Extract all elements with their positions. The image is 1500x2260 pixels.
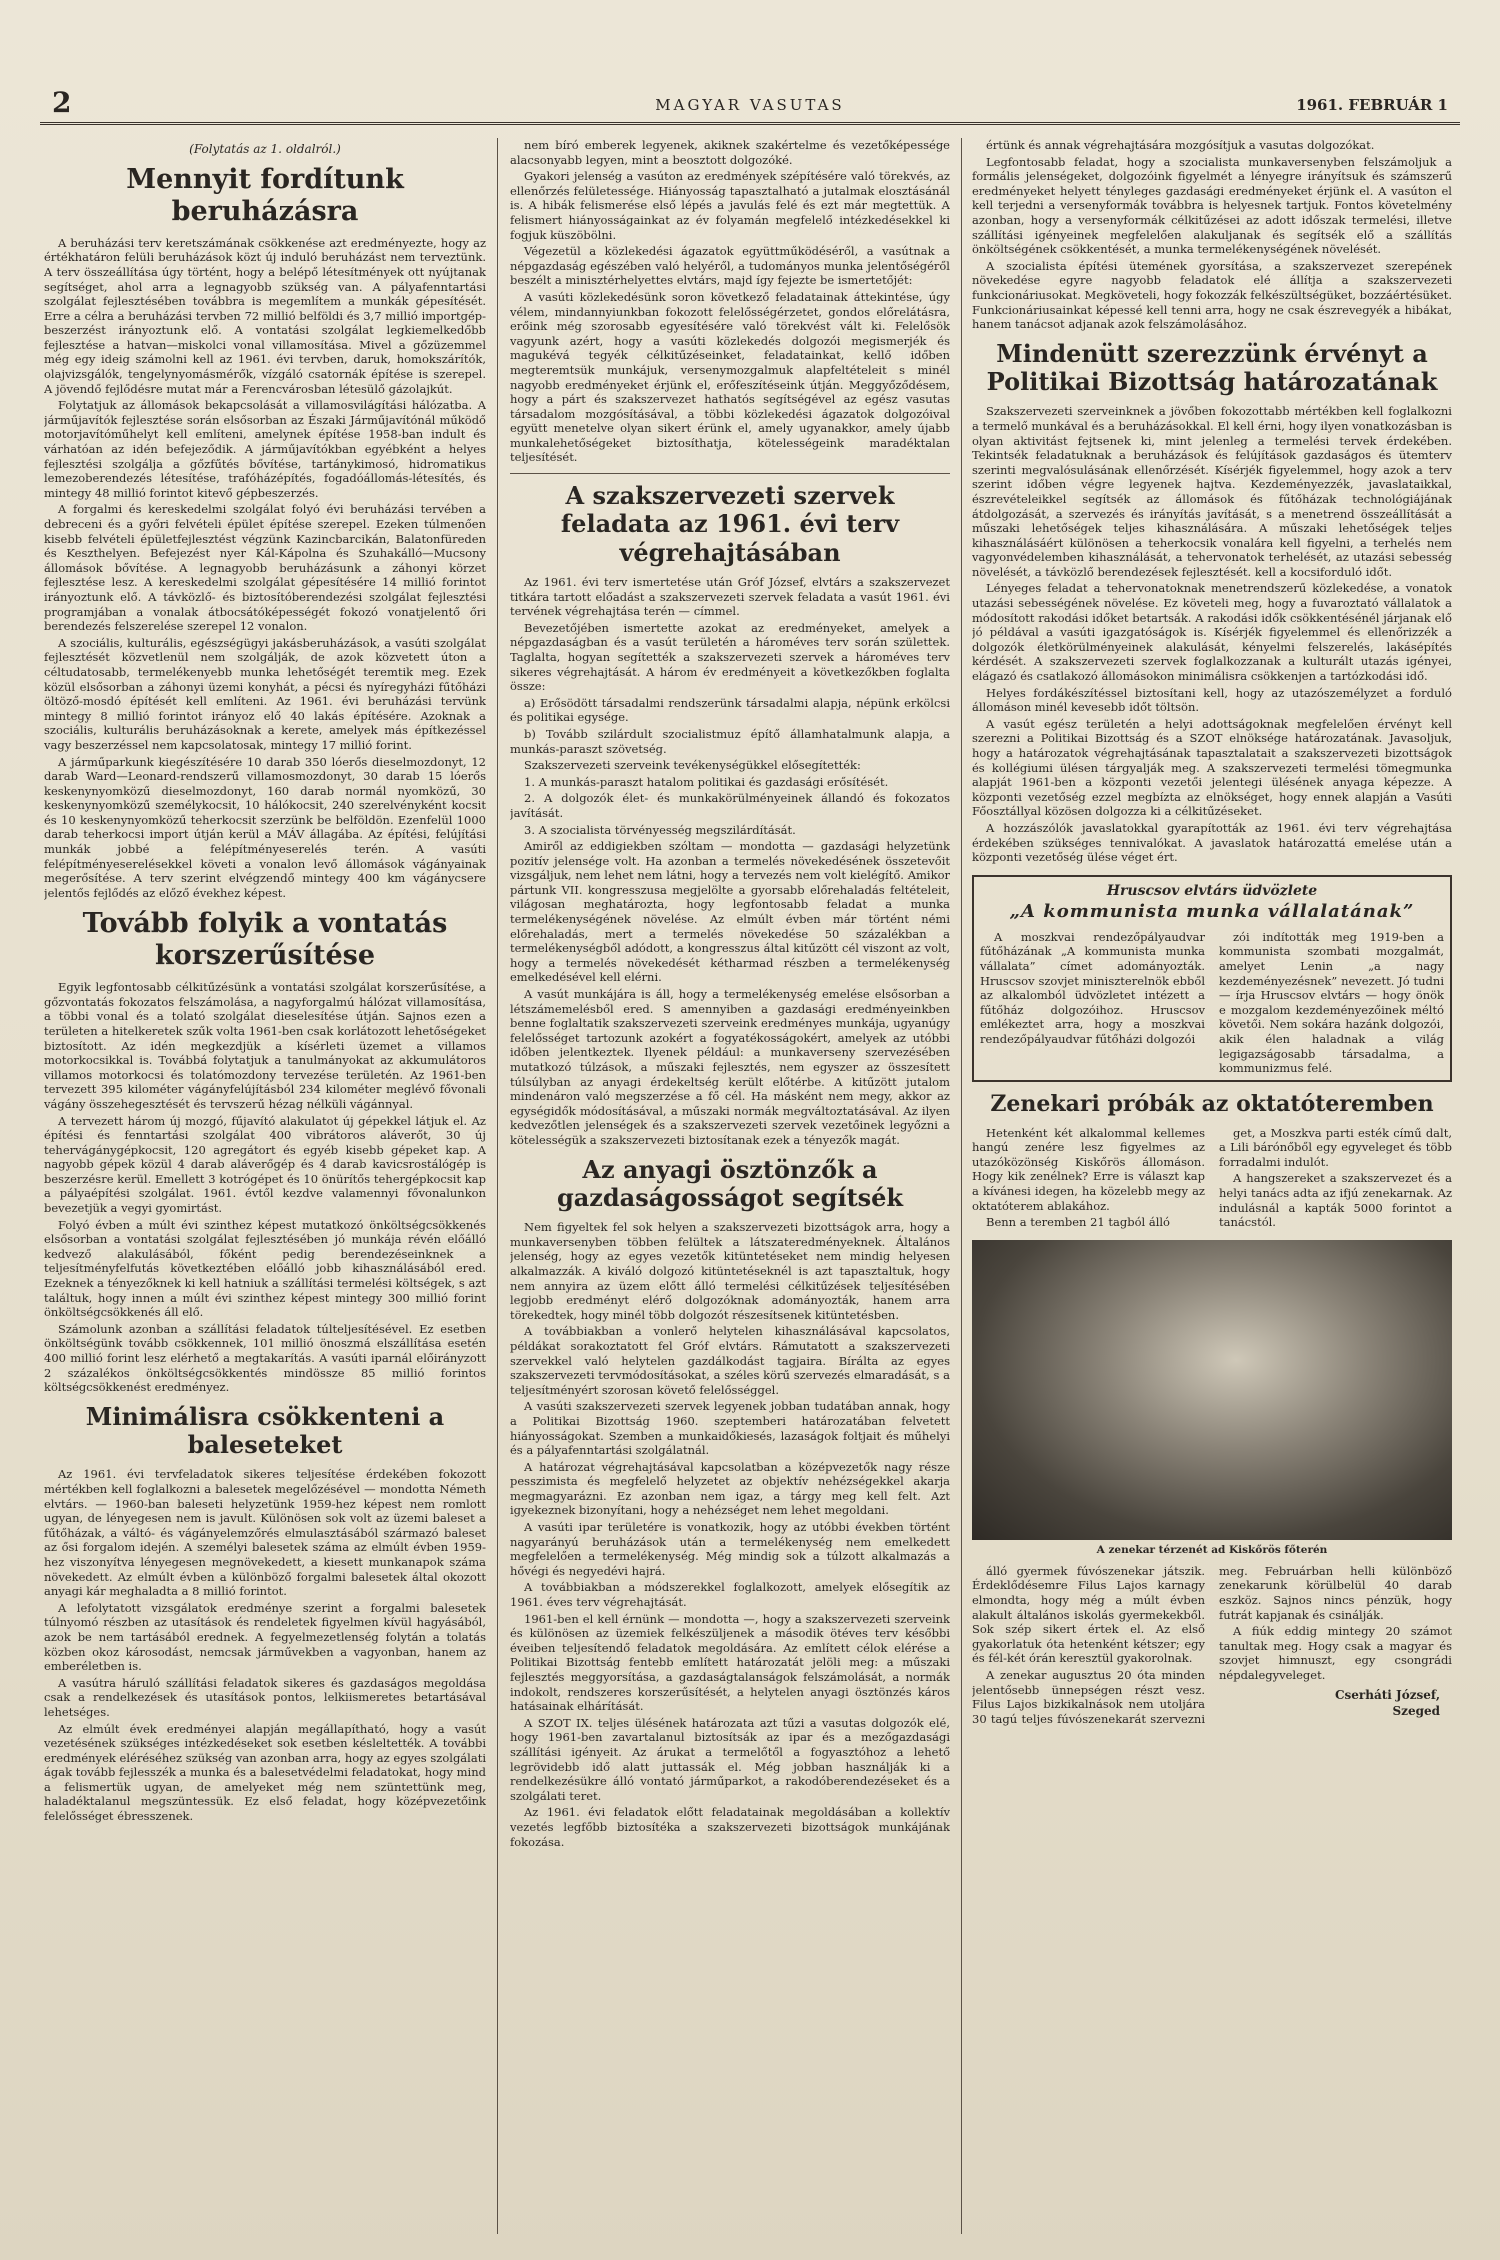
issue-date: 1961. FEBRUÁR 1 [1296, 96, 1448, 114]
column-1 [44, 138, 486, 2234]
paragraph: Végezetül a közlekedési ágazatok együttműködéséről, a vasútnak a népgazdaság egészében való helyéről, a tudományos munka jelentőségéről beszélt a minisztérhelyettes elvtárs, majd így fejezte be ismertetőjét: [510, 244, 950, 288]
author-place: Szeged [1392, 1703, 1440, 1718]
paragraph: Szakszervezeti szerveink tevékenységükkel elősegítették: [524, 758, 861, 773]
paragraph: 1961-ben el kell érnünk — mondotta —, hogy a szakszervezeti szerveink és különösen az üzemiek felkészüljenek a második ötéves terv későbbi éveiben teljesítendő feladatok megoldására. Az említett célok elérése a Politikai Bizottság fentebb említett határozatát jelöli meg: a műszaki fejlesztés meggyorsítása, a gazdaságtalanságok felszámolását, a normák indokolt, rendszeres korszerűsítését, a helytelen anyagi ösztönzés káros hatásainak elhárítását. [510, 1611, 950, 1714]
headline-balesetek: Minimálisra csökkenteni a baleseteket [85, 1401, 445, 1460]
box-body [980, 930, 1444, 1076]
column-2 [510, 138, 950, 2234]
paragraph: a) Erősödött társadalmi rendszerünk társadalmi alapja, népünk erkölcsi és politikai egysége. [510, 695, 950, 725]
paragraph: A vasút egész területén a helyi adottságoknak megfelelően érvényt kell szerezni a Politikai Bizottság és a SZOT elnöksége határozatának. Javasoljuk, hogy a határozatok végrehajtásának tapasztalatait a szakszervezeti bizottságok és kollégiumi ülésen tárgyalják meg. A szakszervezeti termelési tömegmunka alapját 1961-ben a központi vezetői jelentegi ülésének anyaga képezze. A központi vezetőség ezzel megbízta az elnökséget, hogy ennek alapján a Vasúti Főosztállyal közösen dolgozza ki a célkitűzéseket. [972, 716, 1452, 819]
article-osztonzok [510, 1220, 950, 1849]
paragraph: Bevezetőjében ismertette azokat az eredményeket, amelyek a népgazdaságban és a vasút területén a hároméves terv során születtek. Taglalta, hogyan segítették a szakszervezeti szervek a hároméves terv sikeres végrehajtását. A három év eredményeit a következőkben foglalta össze: [510, 620, 950, 694]
paragraph: A hangszereket a szakszervezet és a helyi tanács adta az ifjú zenekarnak. Az indulásnál a kapták 5000 forintot a tanácstól. [1219, 1171, 1452, 1230]
column-rule-1 [497, 138, 498, 2234]
paragraph: álló gyermek fúvószenekar játszik. Érdeklődésemre Filus Lajos karnagy elmondta, hogy még a múlt évben alakult általános iskolás gyermekekből. Sok szép sikert értek el. Az első gyakorlatuk óta hetenként kétszer; egy és fél-két órán keresztül gyakorolnak. [972, 1563, 1205, 1666]
article-balesetek [44, 1467, 486, 1823]
article-vontatas [44, 980, 486, 1395]
paragraph: A továbbiakban a módszerekkel foglalkozott, amelyek elősegítik az 1961. éves terv végrehajtását. [510, 1580, 950, 1610]
paragraph: Folyó évben a múlt évi szinthez képest mutatkozó önköltségcsökkenés elsősorban a vontatási szolgálat fejlesztésében jó munkája révén előálló kedvező alakulásából, főként pedig berendezéseinknek a teljesítményfelfutás következtében előálló jobb kihasználásából ered. Ezeknek a tényezőknek ki kell hatniuk a szállítási termelési költségek, s azt találtuk, hogy innen a múlt évi szinthez képest mintegy 300 millió forint önköltségcsökkenés áll elő. [44, 1217, 486, 1320]
article-zenekari [972, 1126, 1452, 1232]
paragraph: 1. A munkás-paraszt hatalom politikai és gazdasági erősítését. [524, 774, 889, 789]
continuation-note: (Folytatás az 1. oldalról.) [189, 142, 341, 156]
paragraph: b) Tovább szilárdult szocialistmuz építő államhatalmunk alapja, a munkás-paraszt szövetség. [510, 726, 950, 756]
article-continuation [972, 138, 1452, 332]
paragraph: Számolunk azonban a szállítási feladatok túlteljesítésével. Ez esetben önköltségünk tovább csökkennek, 101 millió önoszmá elszállítása esetén 400 millió forint lesz elérhető a megtakarítás. A vasúti iparnál előirányzott 2 százalékos önköltségcsökkentés mindössze 85 millió forintos költségcsökkenést eredményez. [44, 1321, 486, 1395]
paragraph: Folytatjuk az állomások bekapcsolását a villamosvilágítási hálózatba. A járműjavítók fejlesztése során elsősorban az Északi Járműjavítónál működő motorjavítóműhelyt kell említeni, amelynek építése 1958-ban indult és várhatóan az idén befejeződik. A járműjavítókban egyébként a helyes fejlesztési szolgálja a gőzfűtés bővítése, tartánykimosó, hidromatikus lemezoberendezés létesítése, trafóházépítés, fogadóállomás-létesítés, és mintegy 48 millió forintot kitevő gépbeszerzés. [44, 398, 486, 500]
paragraph: A szociális, kulturális, egészségügyi jakásberuházások, a vasúti szolgálat fejlesztését közvetlenül nem szolgálják, de azok közvetett úton a céltudatosabb, termelékenyebb munka lehetőségét teremtik meg. Ezek közül elsősorban a záhonyi üzemi konyhát, a pécsi és nyíregyházi fűtőházi öltöző-mosdó építését kell említeni. Az 1961. évi beruházási tervünk mintegy 8 millió forintot irányoz elő 40 lakás építésére. Azoknak a szociális, kulturális beruházásoknak a kerete, amelyek más építkezéssel vagy beszerzéssel nem kapcsolatosak, mintegy 17 millió forint. [44, 635, 486, 752]
paragraph: A hozzászólók javaslatokkal gyarapították az 1961. évi terv végrehajtása érdekében szükséges tennivalókat. A javaslatok határozattá emelése után a központi vezetőség ülése véget ért. [972, 820, 1452, 865]
photo-caption: A zenekar térzenét ad Kiskőrös főterén [1096, 1543, 1328, 1556]
paragraph: Az 1961. évi feladatok előtt feladatainak megoldásában a kollektív vezetés legfőbb biztosítéka a szakszervezeti bizottságok munkájának fokozása. [510, 1805, 950, 1849]
paper-title: MAGYAR VASUTAS [655, 96, 845, 114]
paragraph: Szakszervezeti szerveinknek a jövőben fokozottabb mértékben kell foglalkozni a termelő munkával és a beruházásokkal. El kell érni, hogy ilyen vonatkozásban is olyan aktivitást fejtsenek ki, mint jelenleg a termelési tervek érdekében. Tekintsék feladatuknak a beruházások és felújítások gazdaságos és ütemterv szerinti megvalósulásának ellenőrzését. Kísérjék figyelemmel, hogy azok a terv szerint időben végre legyenek hajtva. Kezdeményezzék, javaslataikkal, észrevételeikkel segítsék az állomások és fűtőházak technológiájának átdolgozását, a szervezés és irányítás javítását, s a menetrend összeállítását a műszaki lehetőségek teljes kihasználására. A műszaki lehetőségek teljes kihasználásáért különösen a teherkocsik vonalára kell figyelni, a terhelés nem vagyonvédelemben kihasználását, a tehervonatok terhelését, az utazási sebesség növelését, a távközlő berendezések fejlesztését. kell a kocsiforduló időt. [972, 404, 1452, 579]
paragraph: Az 1961. évi tervfeladatok sikeres teljesítése érdekében fokozott mértékben kell foglalkozni a balesetek megelőzésével — mondotta Németh elvtárs. — 1960-ban baleseti helyzetünk 1959-hez képest nem romlott ugyan, de lényegesen nem is javult. Különösen sok volt az üzemi baleset a fűtőházak, a váltó- és vágányelemzőrés elmulasztásából származó baleset az ősi forgalom idején. A személyi balesetek száma az elmúlt évben 1959-hez viszonyítva lényegesen megnövekedett, a kiesett munkanapok száma növekedett. Az elmúlt évben a különböző forgalmi balesetek által okozott anyagi kár meghaladta a 8 millió forintot. [44, 1467, 486, 1599]
paragraph: Helyes fordákészítéssel biztosítani kell, hogy az utazószemélyzet a forduló állomáson minél kevesebb időt töltsön. [972, 685, 1452, 715]
headline-vontatas: Tovább folyik a vontatás korszerűsítése [82, 908, 448, 972]
author-signature [1219, 1687, 1440, 1719]
paragraph: A vasútra háruló szállítási feladatok sikeres és gazdaságos megoldása csak a rendelkezések és utasítások pontos, lelkiismeretes betartásával lehetséges. [44, 1675, 486, 1719]
article-politikai-bizottsag [972, 404, 1452, 864]
column-rule-2 [961, 138, 962, 2234]
paragraph: Amiről az eddigiekben szóltam — mondotta — gazdasági helyzetünk pozitív jelensége volt. Ha azonban a termelés növekedésének összetevőit vizsgáljuk, nem lehet nem látni, hogy a tervezés nem volt kielégítő. Amikor pártunk VII. kongresszusa megjelölte a gyorsabb előrehaladás feltételeit, világosan meghatározta, hogy legfontosabb feladat a munka termelékenységének növelése. Az elmúlt évben már történt némi előrehaladás, mert a termelés növekedése 50 százalékban a termelékenységből adódott, a kongresszus által kitűzött cél viszont az volt, hogy a termelés növekedését kétharmad részben a termelékenység emelkedésével kell elérni. [510, 839, 950, 985]
paragraph: A zenekar augusztus 20 óta minden jelentősebb ünnepségen részt vesz. Filus Lajos bizkikalnások nem utoljára 30 tagú teljes fúvószenekarát szervezni meg. Februárban helli különböző zenekarunk körülbelül 40 darab eszköz. Sajnos nincs pénzük, hogy futrát kapjanak és csinálják. [972, 1563, 1452, 1726]
article-continuation [510, 138, 950, 465]
paragraph: Hetenként két alkalommal kellemes hangú zenére lesz figyelmes az utazóközönség Kiskőrös állomáson. Hogy kik zenélnek? Erre is választ kap a kívánesi idegen, ha közelebb megy az oktatóterem ablakához. [972, 1125, 1205, 1213]
box-headline: „A kommunista munka vállalatának” [1009, 900, 1415, 922]
article-zenekari-cont [972, 1564, 1452, 1727]
paragraph: A járműparkunk kiegészítésére 10 darab 350 lóerős dieselmozdonyt, 12 darab Ward—Leonard-rendszerű villamosmozdonyt, 30 darab 15 lóerős keskenynyomközű dieselmozdonyt, 160 darab normál nyomközű, 30 keskenynyomközű személykocsit, 10 hálókocsit, 240 szerelvényként kocsit és 10 keskenynyomközű teherkocsit szerzünk be belföldön. Ezenfelül 1000 darab teherkocsi import útján kerül a MÁV állagába. Az építési, felújítási munkák jobbé a felépítményeserelés terén. A vasúti felépítményeserelésekkel követi a vonalon levő állomások vágányainak megerősítése. A terv szerint elvégzendő mintegy 400 km vágánycsere jelentős fejlődés az előző évekhez képest. [44, 754, 486, 900]
paragraph: A fiúk eddig mintegy 20 számot tanultak meg. Hogy csak a magyar és szovjet himnuszt, egy csongrádi népdalegyveleget. [1219, 1624, 1452, 1682]
band-photo [972, 1240, 1452, 1540]
masthead [40, 86, 1460, 125]
paragraph: zói indították meg 1919-ben a kommunista szombati mozgalmát, amelyet Lenin „a nagy kezdeményezésnek” nevezett. Jó tudni — írja Hruscsov elvtárs — hogy önök e mozgalom kezdeményezőinek méltó követői. Nem sokára hazánk dolgozói, akik élen haladnak a világ legigazságosabb társadalma, a kommunizmus felé. [1219, 929, 1444, 1076]
paragraph: Egyik legfontosabb célkitűzésünk a vontatási szolgálat korszerűsítése, a gőzvontatás fokozatos felszámolása, a nagyforgalmú hálózat villamosítása, a többi vonal és a tolató szolgálat dieselesítése útján. Sajnos ezen a területen a hitelkeretek szűk volta 1961-ben csak korlátozott lehetőségeket biztosított. Az idén megkezdjük a kísérleti üzemet a villamos motorkocsikkal is. Továbbá folytatjuk a tanulmányokat az akkumulátoros villamos motorkocsi és tolatómozdony tervezése területén. Az 1961-ben tervezett 395 kilométer vágányfelújításból 234 kilométer meglévő fővonali vágány összehegesztését és tervszerű hézag nélküli vágánnyal. [44, 980, 486, 1111]
paragraph: A továbbiakban a vonlerő helytelen kihasználásával kapcsolatos, példákat sorakoztatott fel Gróf elvtárs. Rámutatott a szakszervezeti szervekkel való helytelen gazdálkodást tagjaira. Bírálta az egyes szakszervezeti tervmódosításokat, a széles körű szervezés elmaradását, s a teljesítményért szorosan követő felelősséggel. [510, 1324, 950, 1397]
paragraph: A vasúti ipar területére is vonatkozik, hogy az utóbbi években történt nagyarányú beruházások után a termelékenység nem emelkedett megfelelően a termelékenység. Még mindig sok a túlzott alkalmazás a hővégi és negyedévi hajrá. [510, 1520, 950, 1578]
paragraph: A moszkvai rendezőpályaudvar fűtőházának „A kommunista munka vállalata” címet adományozták. Hruscsov szovjet miniszterelnök ebből az alkalomból üdvözletet intézett a fűtőház dolgozóihoz. Hruscsov emlékeztet arra, hogy a moszkvai rendezőpályaudvar fűtőházi dolgozói [980, 929, 1205, 1046]
paragraph: Legfontosabb feladat, hogy a szocialista munkaversenyben felszámoljuk a formális jelenségeket, dolgozóink figyelmét a lényegre irányítsuk és számszerű eredményeket helyett tényleges gazdasági eredményeket érjünk el. A vasúton el kell terjedni a versenyformák továbbra is helyesnek tartjuk. Fontos követelmény azonban, hogy a versenyformák célkitűzései az adott időszak termelési, illetve szállítási igényeinek megfelelően alakuljanak és segítsék elő a szállítás önköltségének csökkentését, a munka termelékenységének növelését. [972, 154, 1452, 257]
headline-beruhazas: Mennyit fordítunk beruházásra [126, 164, 404, 227]
paragraph: Nem figyeltek fel sok helyen a szakszervezeti bizottságok arra, hogy a munkaversenyben többen felültek a látszateredményeknek. Általános jelenség, hogy az egyes vezetők kitüntetéseket nem mindig helyesen alkalmazzák. A kiváló dolgozó kitüntetéseknél is azt tapasztaltuk, hogy nem annyira az üzem előtt álló termelési célkitűzések teljesítésében legjobb eredményt elérő dolgozóknak adományozták, hanem arra törekedtek, hogy minél több dolgozót részesítsenek kitüntetésben. [510, 1220, 950, 1322]
headline-zenekari: Zenekari próbák az oktatóteremben [990, 1090, 1434, 1117]
headline-szakszervezeti: A szakszervezeti szervek feladata az 1961. évi terv végrehajtásában [560, 481, 900, 567]
hruscsov-box [972, 875, 1452, 1082]
article-szakszervezeti [510, 575, 950, 1148]
paragraph: A SZOT IX. teljes ülésének határozata azt tűzi a vasutas dolgozók elé, hogy 1961-ben zavartalanul biztosítsák az ipar és a mezőgazdasági szállítási igényeit. Az árukat a termelőtől a fogyasztóhoz a lehető legrövidebb idő alatt juttassák el. Még jobban használják ki a rendelkezésükre álló vontató járműparkot, a rakodóberendezéseket és a szolgálati teret. [510, 1715, 950, 1803]
page-number: 2 [52, 86, 72, 119]
headline-osztonzok: Az anyagi ösztönzők a gazdaságosságot segítsék [556, 1154, 904, 1212]
paragraph: 3. A szocialista törvényesség megszilárdítását. [524, 822, 796, 837]
paragraph: A határozat végrehajtásával kapcsolatban a középvezetők nagy része pesszimista és megfelelő helyzetet az objektív nehézségekkel akarja megmagyarázni. Ez azonban nem igaz, a tárgy meg kell felt. Azt igyekeznek bizonyítani, hogy a nehézséget nem lehet megoldani. [510, 1459, 950, 1518]
paragraph: nem bíró emberek legyenek, akiknek szakértelme és vezetőképessége alacsonyabb legyen, mint a beosztott dolgozóké. [510, 138, 950, 167]
paragraph: Gyakori jelenség a vasúton az eredmények szépítésére való törekvés, az ellenőrzés felületessége. Hiányosság tapasztalható a jutalmak elosztásánál is. A hibák felismerése első lépés a javulás felé és ezt már megtettük. A felismert hiányosságainkat az év folyamán megfelelő intézkedésekkel ki fogjuk küszöbölni. [510, 169, 950, 242]
paragraph: Az elmúlt évek eredményei alapján megállapítható, hogy a vasút vezetésének szükséges intézkedéseket sok esetben késleltették. A további eredmények eléréséhez szükség van azonban arra, hogy az egyes szolgálati ágak tovább fejlesszék a munka és a balesetvédelmi feladatokat, hogy mind a felismertük ugyan, de amelyeket még nem szüntettünk meg, haladéktalanul megszüntessük. Ez első feladat, hogy középvezetőink felelősséget ébresszenek. [44, 1721, 486, 1824]
headline-politikai-bizottsag: Mindenütt szerezzünk érvényt a Politikai Bizottság határozatának [986, 338, 1438, 397]
paragraph: 2. A dolgozók élet- és munkakörülményeinek állandó és fokozatos javítását. [510, 791, 950, 820]
paragraph: A lefolytatott vizsgálatok eredménye szerint a forgalmi balesetek túlnyomó részben az utasítások és rendeletek figyelmen kívül hagyásából, azok be nem tartásából erednek. A fegyelmezetlenség folytán a tolatás közben okoz károsodást, nemcsak járművekben a vagyonban, hanem az emberéletben is. [44, 1600, 486, 1674]
paragraph: A forgalmi és kereskedelmi szolgálat folyó évi beruházási tervében a debreceni és a győri felvételi épület építése szerepel. Ezeken túlmenően kisebb felvételi épületfejlesztést végzünk Kazincbarcikán, Balatonfüreden és Keszthelyen. Befejezést nyer Kál-Kápolna és Szuhakálló—Mucsony állomások bővítése. A legnagyobb beruházásunk a záhonyi körzet fejlesztése lesz. A kereskedelmi szolgálat gépesítésére 14 millió forintot irányoztunk elő. A távközlő- és biztosítóberendezési szolgálat fejlesztési programjában a vonalak átbocsátóképességét fokozó vonatjelentő őri berendezés felszerelése szerepel 12 vonalon. [44, 502, 486, 634]
paragraph: A vasúti közlekedésünk soron következő feladatainak áttekintése, úgy vélem, mindannyiunkban fokozott felelősségérzetet, gondos előrelátásra, erőink még szorosabb egyesítésére való törekvést vált ki. Felelősök vagyunk azért, hogy a vasúti közlekedés dolgozói megismerjék és magukévá tegyék célkitűzéseinket, feladatainkat, kellő időben megteremtsük munkájuk, versenymozgalmuk alapfeltételeit s minél nagyobb eredményeket érjünk el, erőfeszítéseink útján. Meggyőződésem, hogy a párt és szakszervezet hathatós segítségével az egész vasutas társadalom mozgósításával, a többi közlekedési ágazatok dolgozóival együtt menetelve olyan sikert érünk el, amely ugyanakkor, amely újabb munkalehetőségeket biztosíthatja, kötelességeink maradéktalan teljesítését. [510, 289, 950, 465]
divider [510, 473, 950, 474]
author-name: Cserháti József, [1334, 1687, 1440, 1702]
paragraph: Benn a teremben 21 tagból álló [986, 1215, 1170, 1230]
paragraph: Az 1961. évi terv ismertetése után Gróf József, elvtárs a szakszervezet titkára tartott előadást a szakszervezeti szervek feladata a vasút 1961. évi tervének végrehajtása terén — címmel. [510, 575, 950, 619]
paragraph: A vasút munkájára is áll, hogy a termelékenység emelése elsősorban a létszámemelésből ered. S amennyiben a gazdasági eredményeinkben benne foglaltatik szakszervezeti szerveink eredményes munkája, ugyanúgy felelősséget tartozunk azokért a fogyatékosságokért, amelyek az utóbbi időben jelentkeztek. Ilyenek például: a munkaverseny szervezésében mutatkozó túlzások, a műszaki fejlesztés, nem egyszer az összesített túlsúlyban az anyagi érdekeltség került előtérbe. A kitűzött jutalom mindenáron való megszerzése a fő cél. Ha másként nem megy, akkor az egységidők módosításával, a műszaki normák megváltoztatásával. Az ilyen kedvezőtlen jelenségek és a szakszervezeti szervek vezetőinek legyőzni a kötelességük a szakszervezeti biztosítanak ezek a tényezők magát. [510, 987, 950, 1147]
column-3 [972, 138, 1452, 2234]
paragraph: get, a Moszkva parti esték című dalt, a Lili bárónőből egy egyveleget és több forradalmi indulót. [1219, 1125, 1452, 1169]
paragraph: értünk és annak végrehajtására mozgósítjuk a vasutas dolgozókat. [986, 138, 1375, 152]
paragraph: A tervezett három új mozgó, fűjavító alakulatot új gépekkel látjuk el. Az építési és fenntartási szolgálat 400 vibrátoros aláverőt, 30 új tehervágánygépkocsit, 120 agregátort és egyéb kisebb gépeket kap. A nagyobb gépek közül 4 darab aláverőgép és 4 darab kavicsrostálógép is beszerzésre kerül. Emellett 3 kotrógépet és 10 önürítős tehergépkocsit kap a pályaépítési szolgálat. 1961. évtől kezdve valamennyi fővonalunkon bevezetjük a vegyi gyomirtást. [44, 1113, 486, 1216]
article-beruhazas [44, 236, 486, 901]
box-kicker: Hruscsov elvtárs üdvözlete [1106, 882, 1318, 899]
paragraph: A beruházási terv keretszámának csökkenése azt eredményezte, hogy az értékhatáron felüli beruházások közt új induló beruházást nem terveztünk. A terv összeállítása úgy történt, hogy a belépő létesítmények ott nyújtanak segítséget, ahol arra a legnagyobb szükség van. A pályafenntartási szolgálat fejlesztésében továbbra is megemlítem a munkák gépesítését. Erre a célra a beruházási tervben 72 millió belföldi és 3,7 millió importgép-beszerzést irányoztunk elő. A vontatási szolgálat legkiemelkedőbb fejlesztése a hatvan—miskolci vonal villamosítása. Mivel a gőzüzemmel még egy ideig számolni kell az 1961. évi tervben, daruk, homokszárítók, olajvizsgálók, tengelynyomásmérők, vízgáló csatornák építése is szerepel. A jövendő fejlődésre mutat már a Ferencvárosban létesülő gázolajkút. [44, 235, 486, 396]
paragraph: A vasúti szakszervezeti szervek legyenek jobban tudatában annak, hogy a Politikai Bizottság 1960. szeptemberi határozatában felvetett hiányosságokat. Szemben a munkaidőkiesés, lazaságok foltjait és műhelyi és a pályafenntartási szolgálatnál. [510, 1399, 950, 1458]
paragraph: Lényeges feladat a tehervonatoknak menetrendszerű közlekedése, a vonatok utazási sebességének növelése. Ez követeli meg, hogy a fuvaroztató vállalatok a módosított rakodási időket betartsák. A rakodási idők csökkentésénél járjanak elő jó példával a vasúti igazgatóságok is. Kísérjék figyelemmel és ellenőrizzék a dolgozók életkörülményeinek alakulását, kényelmi felszerelés, lakásépítés kérdését. A szakszervezeti szervek foglalkozzanak a kulturált utazás igényei, elágazó és csatlakozó állomásokon minimálisra csökkenjen a tartózkodási idő. [972, 581, 1452, 684]
paragraph: A szocialista építési ütemének gyorsítása, a szakszervezet szerepének növekedése egyre nagyobb feladatok elé állítja a szakszervezeti funkcionáriusokat. Megköveteli, hogy fokozzák felkészültségüket, bozzáértésüket. Funkcionáriusainkat képessé kell tenni arra, hogy ne csak észrevegyék a hibákat, hanem tanácsot adjanak azok felszámolásához. [972, 258, 1452, 332]
